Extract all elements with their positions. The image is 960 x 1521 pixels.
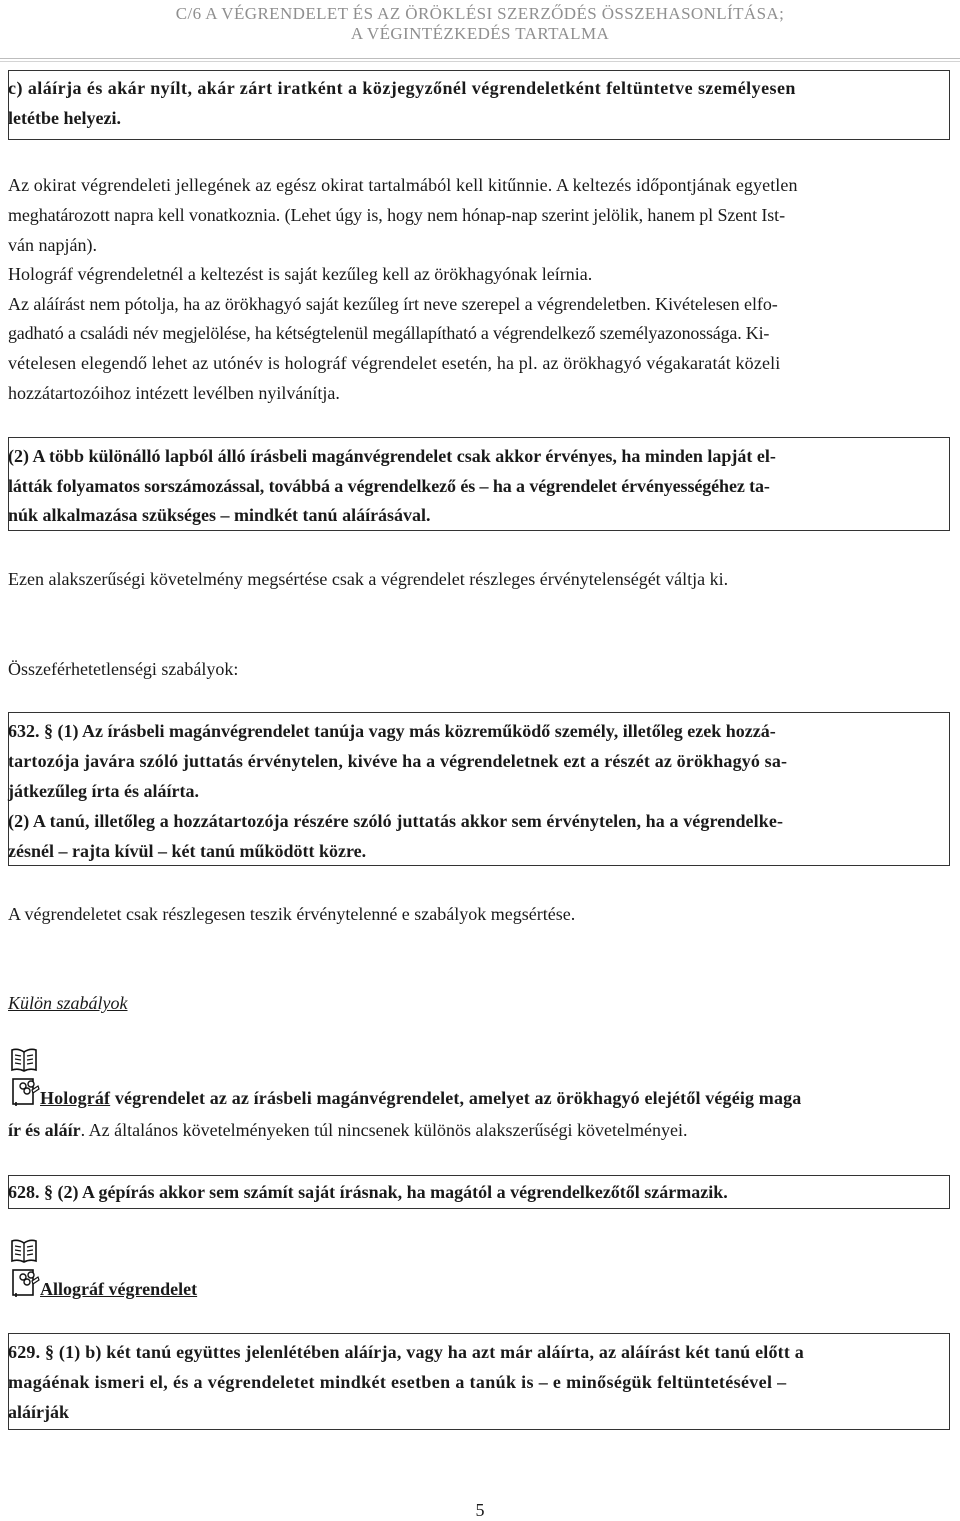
para1-line-6: gadható a családi név megjelölése, ha kétségtelenül megállapítható a végrendelkező személyazonossága. Ki- [8, 323, 770, 343]
holograph-emphasis: ír és aláír [8, 1120, 81, 1140]
para1-line-4: Holográf végrendeletnél a keltezést is saját kezűleg kell az örökhagyónak leírnia. [8, 264, 593, 284]
quote-box-pages-line-1: (2) A több különálló lapból álló írásbeli magánvégrendelet csak akkor érvényes, ha minden lapját el- [8, 446, 776, 466]
para2: Ezen alakszerűségi követelmény megsértése csak a végrendelet részleges érvénytelenségét váltja ki. [8, 569, 729, 589]
para1-line-7: vételesen elegendő lehet az utónév is holográf végrendelet esetén, ha pl. az örökhagyó végakaratát közeli [8, 353, 781, 373]
header-line-2: A VÉGINTÉZKEDÉS TARTALMA [350, 24, 610, 43]
para1-line-5: Az aláírást nem pótolja, ha az örökhagyó saját kezűleg írt neve szerepel a végrendeletben. Kivételesen elfo- [8, 294, 778, 314]
quote-box-632-line-3: játkezűleg írta és aláírta. [8, 781, 199, 801]
quote-box-632-line-5: zésnél – rajta kívül – két tanú működött közre. [8, 841, 367, 861]
holograph-term: Holográf [40, 1088, 111, 1108]
para1-line-1: Az okirat végrendeleti jellegének az egész okirat tartalmából kell kitűnnie. A keltezés időpontjának egyetlen [8, 175, 798, 195]
allograph-heading: Allográf végrendelet [40, 1279, 198, 1299]
note-icon [12, 1267, 40, 1297]
holograph-line-1 [40, 1083, 801, 1113]
header-line-1: C/6 A VÉGRENDELET ÉS AZ ÖRÖKLÉSI SZERZŐDÉS ÖSSZEHASONLÍTÁSA; [175, 4, 785, 23]
special-rules-heading: Külön szabályok [8, 993, 128, 1013]
holograph-line-2 [8, 1115, 687, 1145]
holograph-note: . Az általános követelményeken túl nincsenek különös alakszerűségi követelményei. [80, 1120, 688, 1140]
para1-line-8: hozzátartozóihoz intézett levélben nyilvánítja. [8, 383, 340, 403]
book-icon [10, 1238, 38, 1264]
quote-box-628-text: 628. § (2) A gépírás akkor sem számít saját írásnak, ha magától a végrendelkezőtől származik. [8, 1182, 728, 1202]
quote-box-c-line-2: letétbe helyezi. [8, 108, 121, 128]
page-header [0, 0, 960, 59]
page-number: 5 [475, 1500, 485, 1520]
header-divider [0, 61, 960, 62]
quote-box-629-line-2: magáénak ismeri el, és a végrendeletet mindkét esetben a tanúk is – e minőségük feltüntetésével – [8, 1372, 787, 1392]
quote-box-632-line-4: (2) A tanú, illetőleg a hozzátartozója részére szóló juttatás akkor sem érvénytelen, ha a végrendelke- [8, 811, 784, 831]
para1-line-2: meghatározott napra kell vonatkoznia. (Lehet úgy is, hogy nem hónap-nap szerint jelölik, hanem pl Szent Ist- [8, 205, 785, 225]
book-icon [10, 1047, 38, 1073]
para3: A végrendeletet csak részlegesen teszik érvénytelenné e szabályok megsértése. [8, 904, 576, 924]
note-icon [12, 1076, 40, 1106]
holograph-definition: végrendelet az az írásbeli magánvégrendelet, amelyet az örökhagyó elejétől végéig maga [110, 1088, 802, 1108]
quote-box-632-line-2: tartozója javára szóló juttatás érvénytelen, kivéve ha a végrendeletnek ezt a részét az örökhagyó sa- [8, 751, 788, 771]
quote-box-629-line-1: 629. § (1) b) két tanú együttes jelenlétében aláírja, vagy ha azt már aláírta, az aláírást két tanú előtt a [8, 1342, 804, 1362]
quote-box-632-line-1: 632. § (1) Az írásbeli magánvégrendelet tanúja vagy más közreműködő személy, illetőleg ezek hozzá- [8, 721, 776, 741]
para1-line-3: ván napján). [8, 235, 97, 255]
incompat-heading: Összeférhetetlenségi szabályok: [8, 659, 239, 679]
quote-box-pages-line-3: núk alkalmazása szükséges – mindkét tanú aláírásával. [8, 505, 431, 525]
quote-box-c-line-1: c) aláírja és akár nyílt, akár zárt iratként a közjegyzőnél végrendeletként feltüntetve személyesen [8, 78, 796, 98]
quote-box-629-line-3: aláírják [8, 1402, 69, 1422]
quote-box-pages-line-2: látták folyamatos sorszámozással, továbbá a végrendelkező és – ha a végrendelet érvényességéhez ta- [8, 476, 770, 496]
